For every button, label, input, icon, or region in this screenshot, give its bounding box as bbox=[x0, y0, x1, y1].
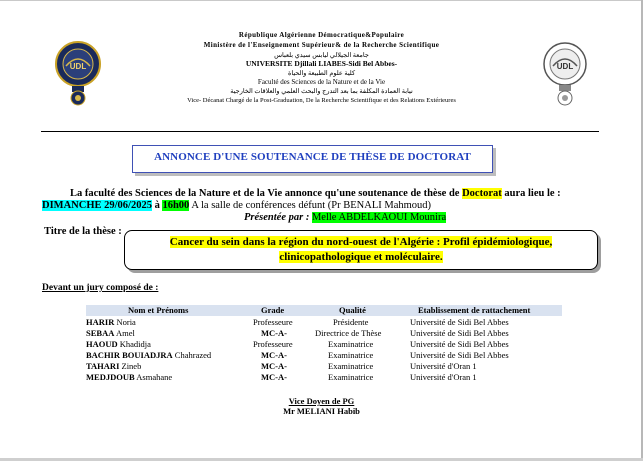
letterhead bbox=[0, 0, 643, 132]
header-university: UNIVERSITE Djillali LIABES-Sidi Bel Abbes- bbox=[245, 59, 398, 68]
header-vice-deanship-arabic: نيابة العمادة المكلفة بما بعد التدرج والبحث العلمي والعلاقات الخارجية bbox=[230, 88, 413, 95]
header-vice-deanship: Vice- Décanat Chargé de la Post-Graduation, De la Recherche Scientifique et des Relations Extérieures bbox=[187, 97, 456, 104]
header-university-arabic: جامعة الجيلالي ليابس سيدي بلعباس bbox=[274, 52, 369, 59]
jury-member-role: Examinatrice bbox=[328, 339, 374, 349]
announcement-title: ANNONCE D'UNE SOUTENANCE DE THÈSE DE DOCTORAT bbox=[154, 151, 471, 163]
column-header-role: Qualité bbox=[339, 305, 366, 315]
jury-member-name: SEBAA Amel bbox=[86, 328, 135, 338]
signatory-name: Mr MELIANI Habib bbox=[283, 406, 360, 416]
jury-member-institution: Université de Sidi Bel Abbes bbox=[410, 317, 509, 327]
thesis-title bbox=[125, 235, 597, 265]
defense-location: A la salle de conférences défunt (Pr BENALI Mahmoud) bbox=[189, 200, 432, 211]
jury-member-grade: MC-A- bbox=[261, 328, 287, 338]
jury-row bbox=[0, 350, 643, 361]
defense-date: DIMANCHE 29/06/2025 bbox=[42, 200, 152, 211]
defense-time: 16h00 bbox=[162, 200, 190, 211]
svg-text:UDL: UDL bbox=[69, 62, 87, 71]
presented-by-label: Présentée par : bbox=[244, 212, 312, 223]
jury-member-institution: Université de Sidi Bel Abbes bbox=[410, 350, 509, 360]
jury-member-institution: Université de Sidi Bel Abbes bbox=[410, 339, 509, 349]
thesis-title-line-1: Cancer du sein dans la région du nord-ouest de l'Algérie : Profil épidémiologique, bbox=[169, 236, 553, 248]
jury-member-grade: MC-A- bbox=[261, 372, 287, 382]
jury-member-role: Examinatrice bbox=[328, 361, 374, 371]
university-logo-left bbox=[52, 40, 104, 110]
jury-member-name: BACHIR BOUIADJRA Chahrazed bbox=[86, 350, 212, 360]
column-header-name: Nom et Prénoms bbox=[128, 305, 189, 315]
jury-member-institution: Université d'Oran 1 bbox=[410, 361, 477, 371]
svg-text:UDL: UDL bbox=[556, 62, 574, 71]
column-header-grade: Grade bbox=[261, 305, 285, 315]
column-header-institution: Etablissement de rattachement bbox=[418, 305, 531, 315]
thesis-title-box bbox=[124, 230, 598, 270]
thesis-title-line-2: clinicopathologique et moléculaire. bbox=[279, 251, 443, 263]
jury-member-role: Examinatrice bbox=[328, 372, 374, 382]
jury-member-name: TAHARI Zineb bbox=[86, 361, 142, 371]
jury-member-role: Présidente bbox=[333, 317, 369, 327]
jury-member-name: HARIR Noria bbox=[86, 317, 136, 327]
jury-row bbox=[0, 361, 643, 372]
jury-member-institution: Université d'Oran 1 bbox=[410, 372, 477, 382]
jury-member-name: MEDJDOUB Asmahane bbox=[86, 372, 173, 382]
thesis-title-label: Titre de la thèse : bbox=[44, 226, 122, 237]
signatory-title: Vice Doyen de PG bbox=[288, 396, 355, 406]
jury-member-role: Examinatrice bbox=[328, 350, 374, 360]
header-republic: République Algérienne Démocratique&Populaire bbox=[238, 31, 405, 39]
degree-highlight: Doctorat bbox=[462, 188, 502, 199]
announcement-title-box bbox=[132, 145, 493, 173]
university-logo-right bbox=[540, 38, 590, 110]
jury-member-institution: Université de Sidi Bel Abbes bbox=[410, 328, 509, 338]
jury-member-grade: Professeure bbox=[253, 317, 293, 327]
jury-row bbox=[0, 328, 643, 339]
jury-member-role: Directrice de Thèse bbox=[315, 328, 382, 338]
jury-row bbox=[0, 372, 643, 383]
intro-text-2: aura lieu le : bbox=[501, 188, 561, 199]
header-faculty: Faculté des Sciences de la Nature et de la Vie bbox=[257, 78, 386, 86]
header-faculty-arabic: كلية علوم الطبيعة والحياة bbox=[287, 70, 356, 77]
intro-line-3 bbox=[244, 212, 446, 223]
intro-line-2 bbox=[42, 200, 431, 211]
jury-member-grade: Professeure bbox=[253, 339, 293, 349]
candidate-name: Melle ABDELKAOUI Mounira bbox=[311, 212, 447, 223]
intro-line-1 bbox=[70, 188, 561, 199]
jury-member-name: HAOUD Khadidja bbox=[86, 339, 151, 349]
date-time-connector: à bbox=[151, 200, 163, 211]
header-ministry: Ministère de l'Enseignement Supérieur& de la Recherche Scientifique bbox=[203, 41, 440, 49]
jury-row bbox=[0, 339, 643, 350]
jury-label: Devant un jury composé de : bbox=[42, 283, 159, 293]
jury-member-grade: MC-A- bbox=[261, 361, 287, 371]
jury-member-grade: MC-A- bbox=[261, 350, 287, 360]
jury-row bbox=[0, 317, 643, 328]
intro-text-1: La faculté des Sciences de la Nature et de la Vie annonce qu'une soutenance de thèse de bbox=[70, 188, 463, 199]
header-separator bbox=[41, 131, 599, 132]
